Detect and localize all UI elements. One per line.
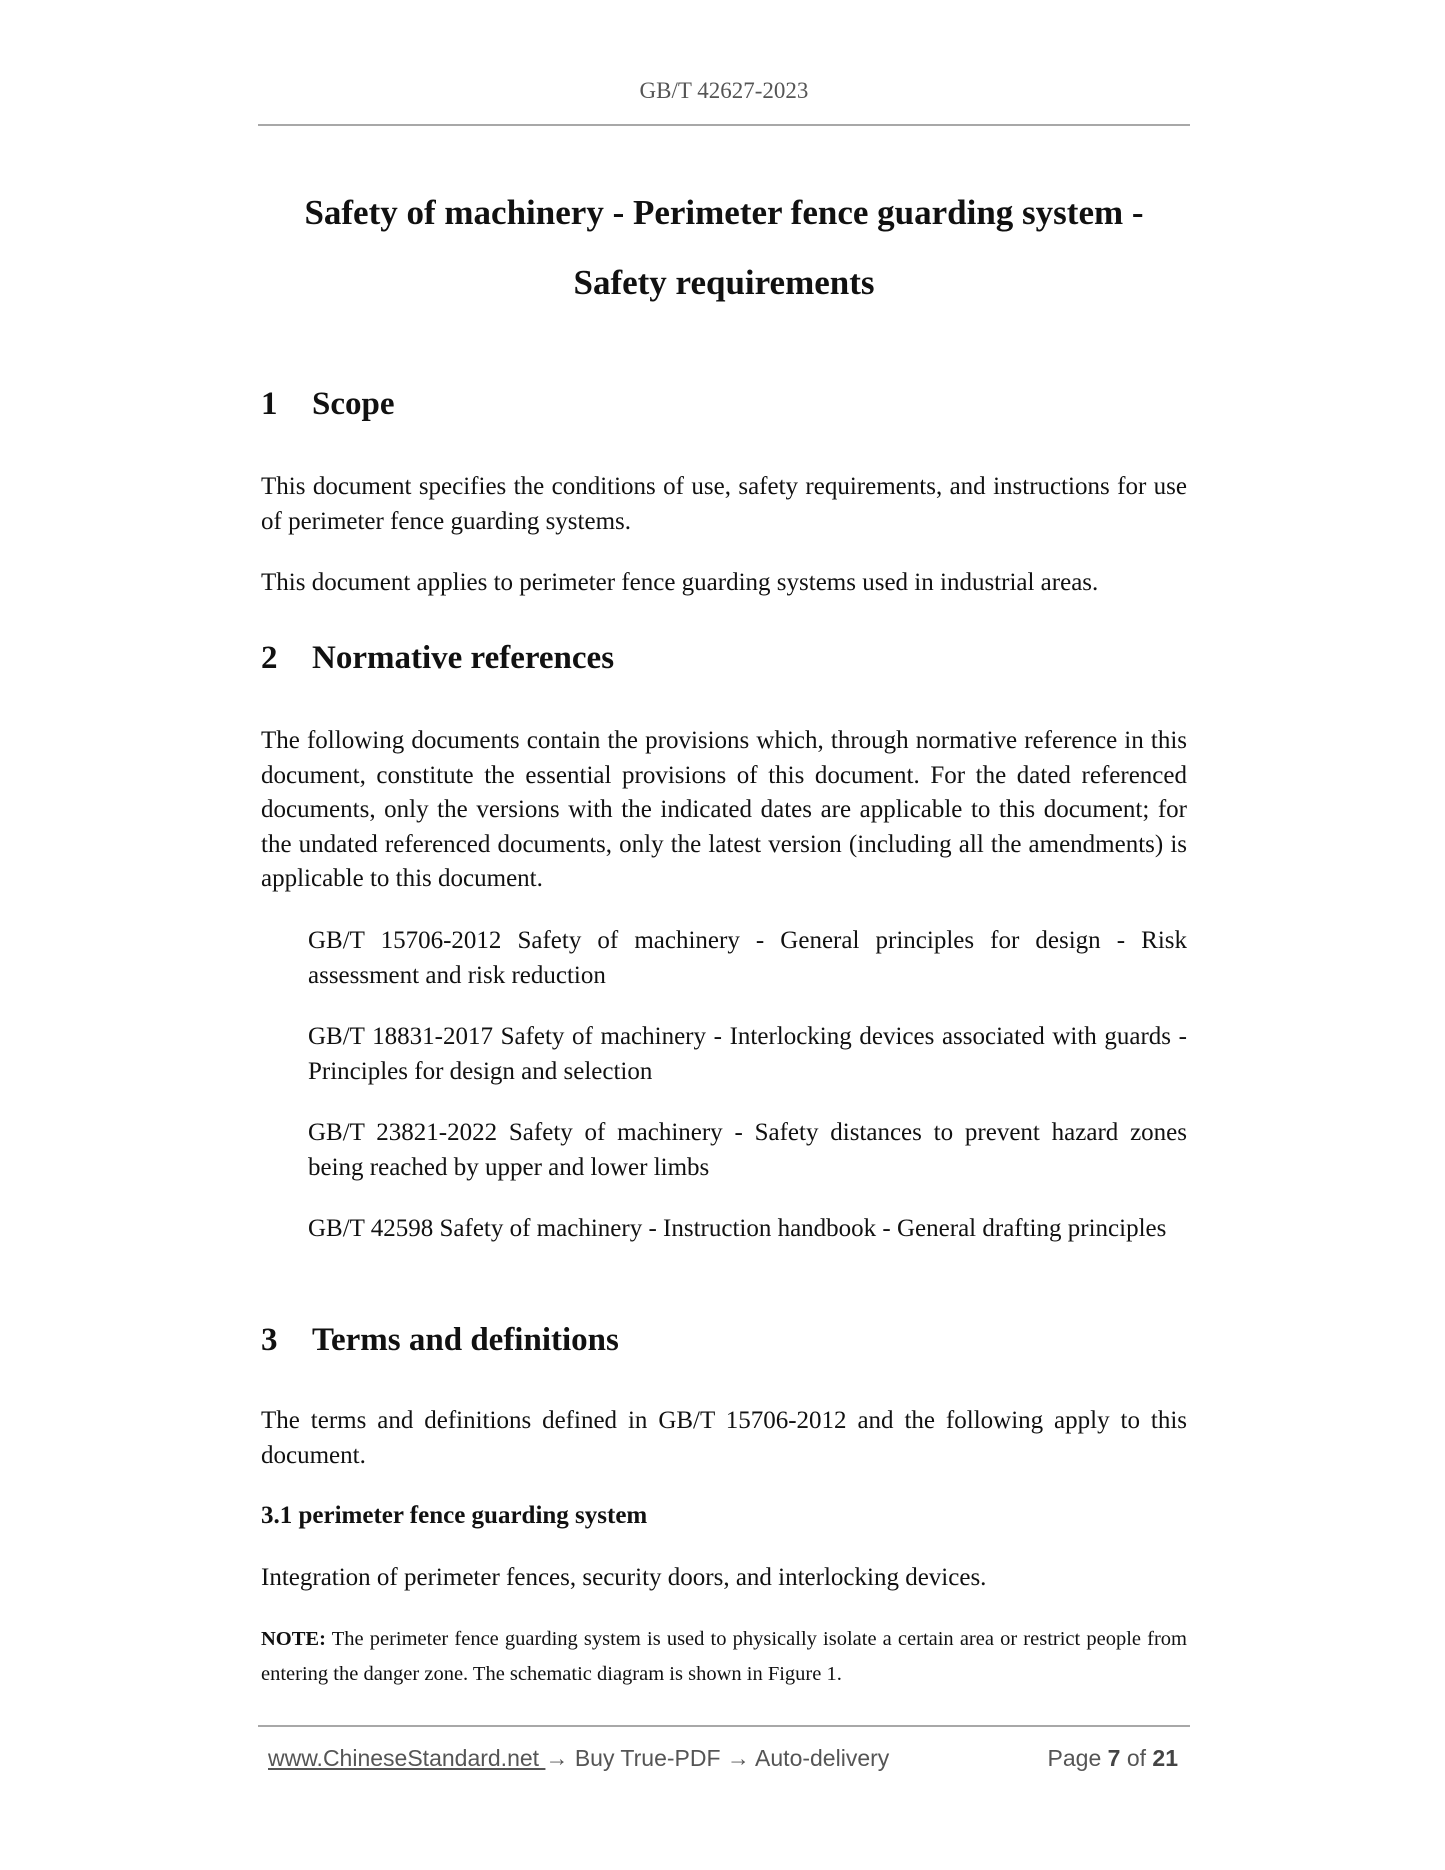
section-number: 3 (261, 1322, 278, 1358)
term-note (261, 1622, 1187, 1692)
note-text: The perimeter fence guarding system is used to physically isolate a certain area or restrict people from entering the danger zone. The schematic diagram is shown in Figure 1. (261, 1628, 1187, 1685)
section-number: 1 (261, 386, 278, 422)
document-title (258, 178, 1190, 318)
normative-references-intro: The following documents contain the provisions which, through normative reference in this document, constitute the essential provisions of this document. For the dated referenced documents, only the versions with the indicated dates are applicable to this document; for the undated referenced documents, only the latest version (including all the amendments) is applicable to this document. (261, 727, 1187, 892)
section-number: 2 (261, 640, 278, 676)
scope-paragraph-2: This document applies to perimeter fence guarding systems used in industrial areas. (261, 569, 1099, 596)
section-title: Terms and definitions (312, 1322, 619, 1358)
footer-divider (258, 1725, 1190, 1727)
header-divider (258, 124, 1190, 126)
section-1-heading (261, 386, 395, 423)
section-title: Normative references (312, 640, 615, 676)
reference-item: GB/T 18831-2017 Safety of machinery - Interlocking devices associated with guards - Principles for design and selection (308, 1023, 1187, 1085)
note-label: NOTE: (261, 1628, 326, 1650)
page-label: Page (1047, 1745, 1108, 1771)
page-total: 21 (1152, 1745, 1178, 1771)
page-footer (268, 1745, 1188, 1781)
footer-tagline: → Buy True-PDF → Auto-delivery (545, 1745, 890, 1771)
page-number (1048, 1745, 1178, 1772)
scope-paragraph-1: This document specifies the conditions of use, safety requirements, and instructions for use of perimeter fence guarding systems. (261, 473, 1187, 535)
page-current: 7 (1107, 1745, 1121, 1771)
page-of: of (1120, 1745, 1153, 1771)
document-title-line-2: Safety requirements (573, 263, 875, 302)
reference-item: GB/T 23821-2022 Safety of machinery - Safety distances to prevent hazard zones being reached by upper and lower limbs (308, 1119, 1187, 1181)
terms-intro: The terms and definitions defined in GB/T 15706-2012 and the following apply to this document. (261, 1407, 1187, 1469)
document-title-line-1: Safety of machinery - Perimeter fence guarding system - (304, 193, 1144, 232)
reference-item: GB/T 42598 Safety of machinery - Instruction handbook - General drafting principles (308, 1215, 1167, 1242)
section-2-heading (261, 640, 614, 677)
term-heading: 3.1 perimeter fence guarding system (261, 1502, 648, 1529)
section-3-heading (261, 1322, 619, 1359)
reference-item: GB/T 15706-2012 Safety of machinery - General principles for design - Risk assessment and risk reduction (308, 927, 1187, 989)
standard-code: GB/T 42627-2023 (639, 78, 809, 103)
section-title: Scope (312, 386, 395, 422)
term-definition: Integration of perimeter fences, security doors, and interlocking devices. (261, 1564, 987, 1591)
site-link[interactable]: www.ChineseStandard.net (268, 1745, 546, 1771)
footer-promo (268, 1745, 889, 1772)
